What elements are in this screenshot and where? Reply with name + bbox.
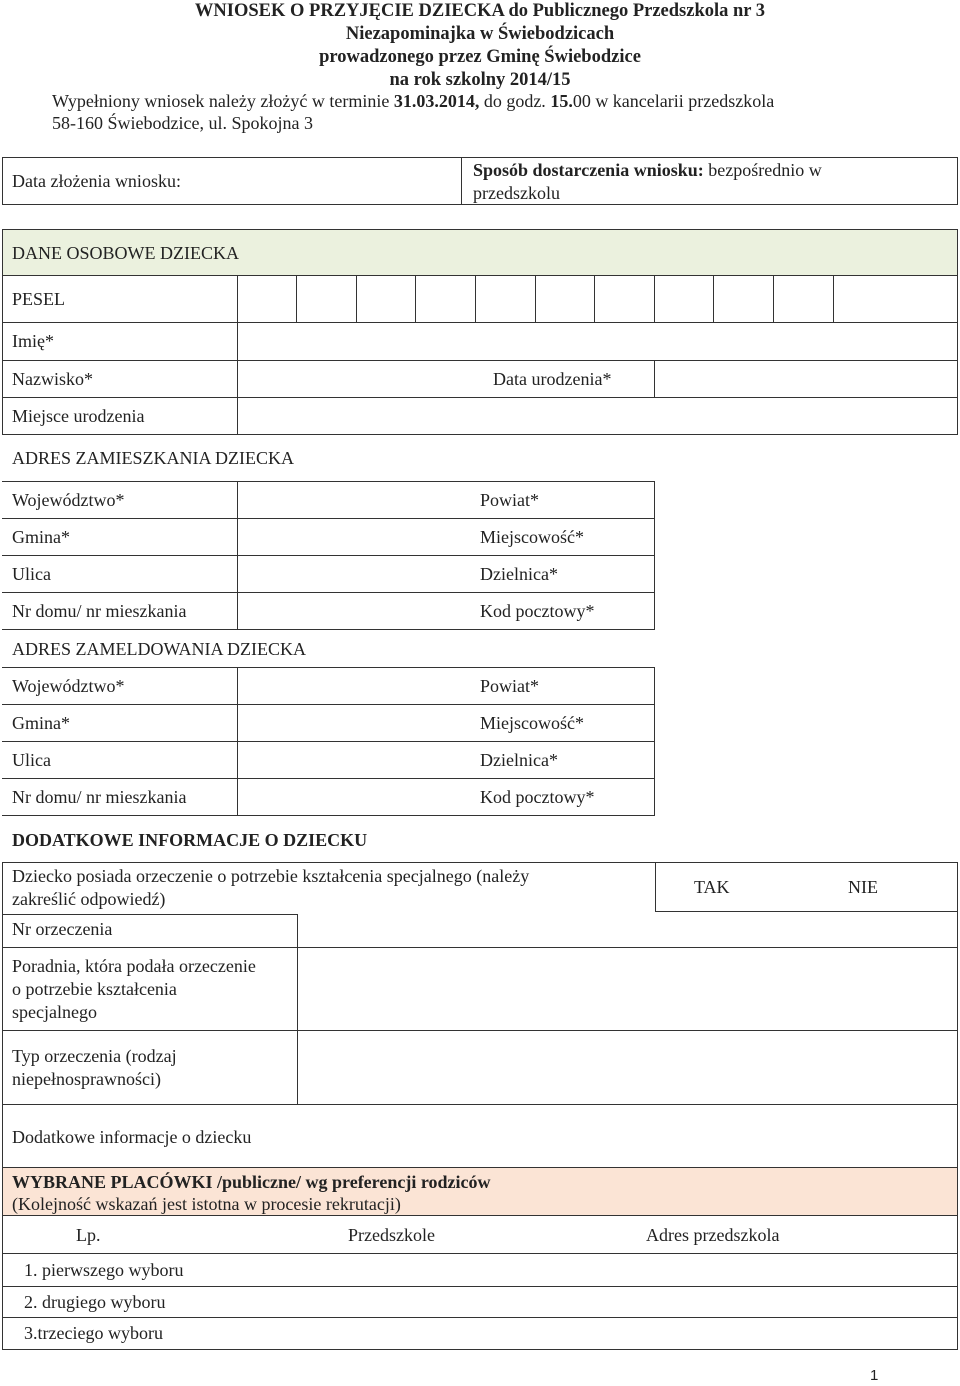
col-lp: Lp. <box>76 1225 101 1245</box>
operator-line: prowadzonego przez Gminę Świebodzice <box>319 47 641 67</box>
cert-type-label-2: niepełnosprawności) <box>12 1069 161 1089</box>
registration-street-field[interactable] <box>238 742 468 778</box>
birth-place-label: Miejsce urodzenia <box>12 406 145 426</box>
residence-commune-label: Gmina* <box>12 527 70 547</box>
choice-row-1: 1. pierwszego wyboru <box>24 1260 184 1280</box>
instr-date: 31.03.2014, <box>393 91 480 111</box>
child-section-title: DANE OSOBOWE DZIECKA <box>12 243 239 263</box>
delivery-method-value: bezpośrednio w <box>703 160 822 180</box>
instr-hour: 15. <box>550 91 573 111</box>
clinic-label-3: specjalnego <box>12 1002 97 1022</box>
registration-section-title: ADRES ZAMELDOWANIA DZIECKA <box>12 639 306 659</box>
registration-house-field[interactable] <box>238 779 468 815</box>
submission-date-field[interactable] <box>240 158 460 204</box>
registration-house-label: Nr domu/ nr mieszkania <box>12 787 187 807</box>
clinic-label-2: o potrzebie kształcenia <box>12 979 177 999</box>
residence-house-label: Nr domu/ nr mieszkania <box>12 601 187 621</box>
delivery-method <box>473 159 822 181</box>
residence-postal-label: Kod pocztowy* <box>480 601 595 621</box>
page-number: 1 <box>870 1367 879 1384</box>
registration-street-label: Ulica <box>12 750 51 770</box>
registration-voivodeship-field[interactable] <box>238 668 468 704</box>
cert-number-field[interactable] <box>298 915 957 947</box>
pesel-label: PESEL <box>12 289 66 309</box>
choice-2-kindergarten-field[interactable] <box>250 1287 550 1317</box>
residence-district-label: Dzielnica* <box>480 564 558 584</box>
delivery-method-value-2: przedszkolu <box>473 183 560 203</box>
residence-voivodeship-field[interactable] <box>238 482 468 518</box>
registration-voivodeship-label: Województwo* <box>12 676 125 696</box>
choice-row-3: 3.trzeciego wyboru <box>24 1323 163 1343</box>
col-kindergarten: Przedszkole <box>348 1225 435 1245</box>
kindergarten-name: Niezapominajka w Świebodzicach <box>345 24 615 44</box>
extra-info-field[interactable] <box>298 1105 957 1167</box>
instr-mid: do godz. <box>479 91 551 111</box>
submission-address: 58-160 Świebodzice, ul. Spokojna 3 <box>52 113 313 133</box>
birth-date-field[interactable] <box>655 361 957 397</box>
special-needs-yes[interactable]: TAK <box>694 877 730 897</box>
preferences-title: WYBRANE PLACÓWKI /publiczne/ wg preferencji rodziców <box>12 1172 491 1192</box>
registration-county-label: Powiat* <box>480 676 540 696</box>
first-name-field[interactable] <box>238 323 957 360</box>
special-needs-question-1: Dziecko posiada orzeczenie o potrzebie kształcenia specjalnego (należy <box>12 866 530 886</box>
clinic-field[interactable] <box>298 948 957 1030</box>
delivery-method-label: Sposób dostarczenia wniosku: <box>473 160 704 180</box>
registration-commune-field[interactable] <box>238 705 468 741</box>
residence-voivodeship-label: Województwo* <box>12 490 125 510</box>
choice-3-kindergarten-field[interactable] <box>250 1318 550 1349</box>
special-needs-question-2: zakreślić odpowiedź) <box>12 889 166 909</box>
residence-section-title: ADRES ZAMIESZKANIA DZIECKA <box>12 448 294 468</box>
choice-1-kindergarten-field[interactable] <box>250 1254 550 1286</box>
col-address: Adres przedszkola <box>646 1225 780 1245</box>
cert-type-field[interactable] <box>298 1031 957 1104</box>
birth-place-field[interactable] <box>238 398 957 434</box>
registration-locality-label: Miejscowość* <box>480 713 584 733</box>
clinic-label-1: Poradnia, która podała orzeczenie <box>12 956 256 976</box>
special-needs-no[interactable]: NIE <box>848 877 878 897</box>
residence-house-field[interactable] <box>238 593 468 629</box>
residence-commune-field[interactable] <box>238 519 468 555</box>
instr-post: 00 w kancelarii przedszkola <box>572 91 775 111</box>
residence-locality-label: Miejscowość* <box>480 527 584 547</box>
residence-street-field[interactable] <box>238 556 468 592</box>
registration-district-label: Dzielnica* <box>480 750 558 770</box>
pesel-input[interactable] <box>238 276 957 322</box>
extra-info-label: Dodatkowe informacje o dziecku <box>12 1127 252 1147</box>
submission-instructions <box>52 90 774 112</box>
cert-type-label-1: Typ orzeczenia (rodzaj <box>12 1046 177 1066</box>
last-name-field[interactable] <box>238 361 478 397</box>
last-name-label: Nazwisko* <box>12 369 93 389</box>
choice-row-2: 2. drugiego wyboru <box>24 1292 166 1312</box>
registration-commune-label: Gmina* <box>12 713 70 733</box>
first-name-label: Imię* <box>12 331 54 351</box>
additional-section-title: DODATKOWE INFORMACJE O DZIECKU <box>12 830 368 850</box>
school-year: na rok szkolny 2014/15 <box>389 70 571 90</box>
residence-county-label: Powiat* <box>480 490 540 510</box>
instr-pre: Wypełniony wniosek należy złożyć w terminie <box>52 91 390 111</box>
registration-postal-label: Kod pocztowy* <box>480 787 595 807</box>
residence-street-label: Ulica <box>12 564 51 584</box>
submission-date-label: Data złożenia wniosku: <box>12 171 181 191</box>
preferences-subtitle: (Kolejność wskazań jest istotna w procesie rekrutacji) <box>12 1194 401 1214</box>
cert-number-label: Nr orzeczenia <box>12 919 113 939</box>
form-title: WNIOSEK O PRZYJĘCIE DZIECKA do Publicznego Przedszkola nr 3 <box>194 1 766 21</box>
birth-date-label: Data urodzenia* <box>493 369 612 389</box>
